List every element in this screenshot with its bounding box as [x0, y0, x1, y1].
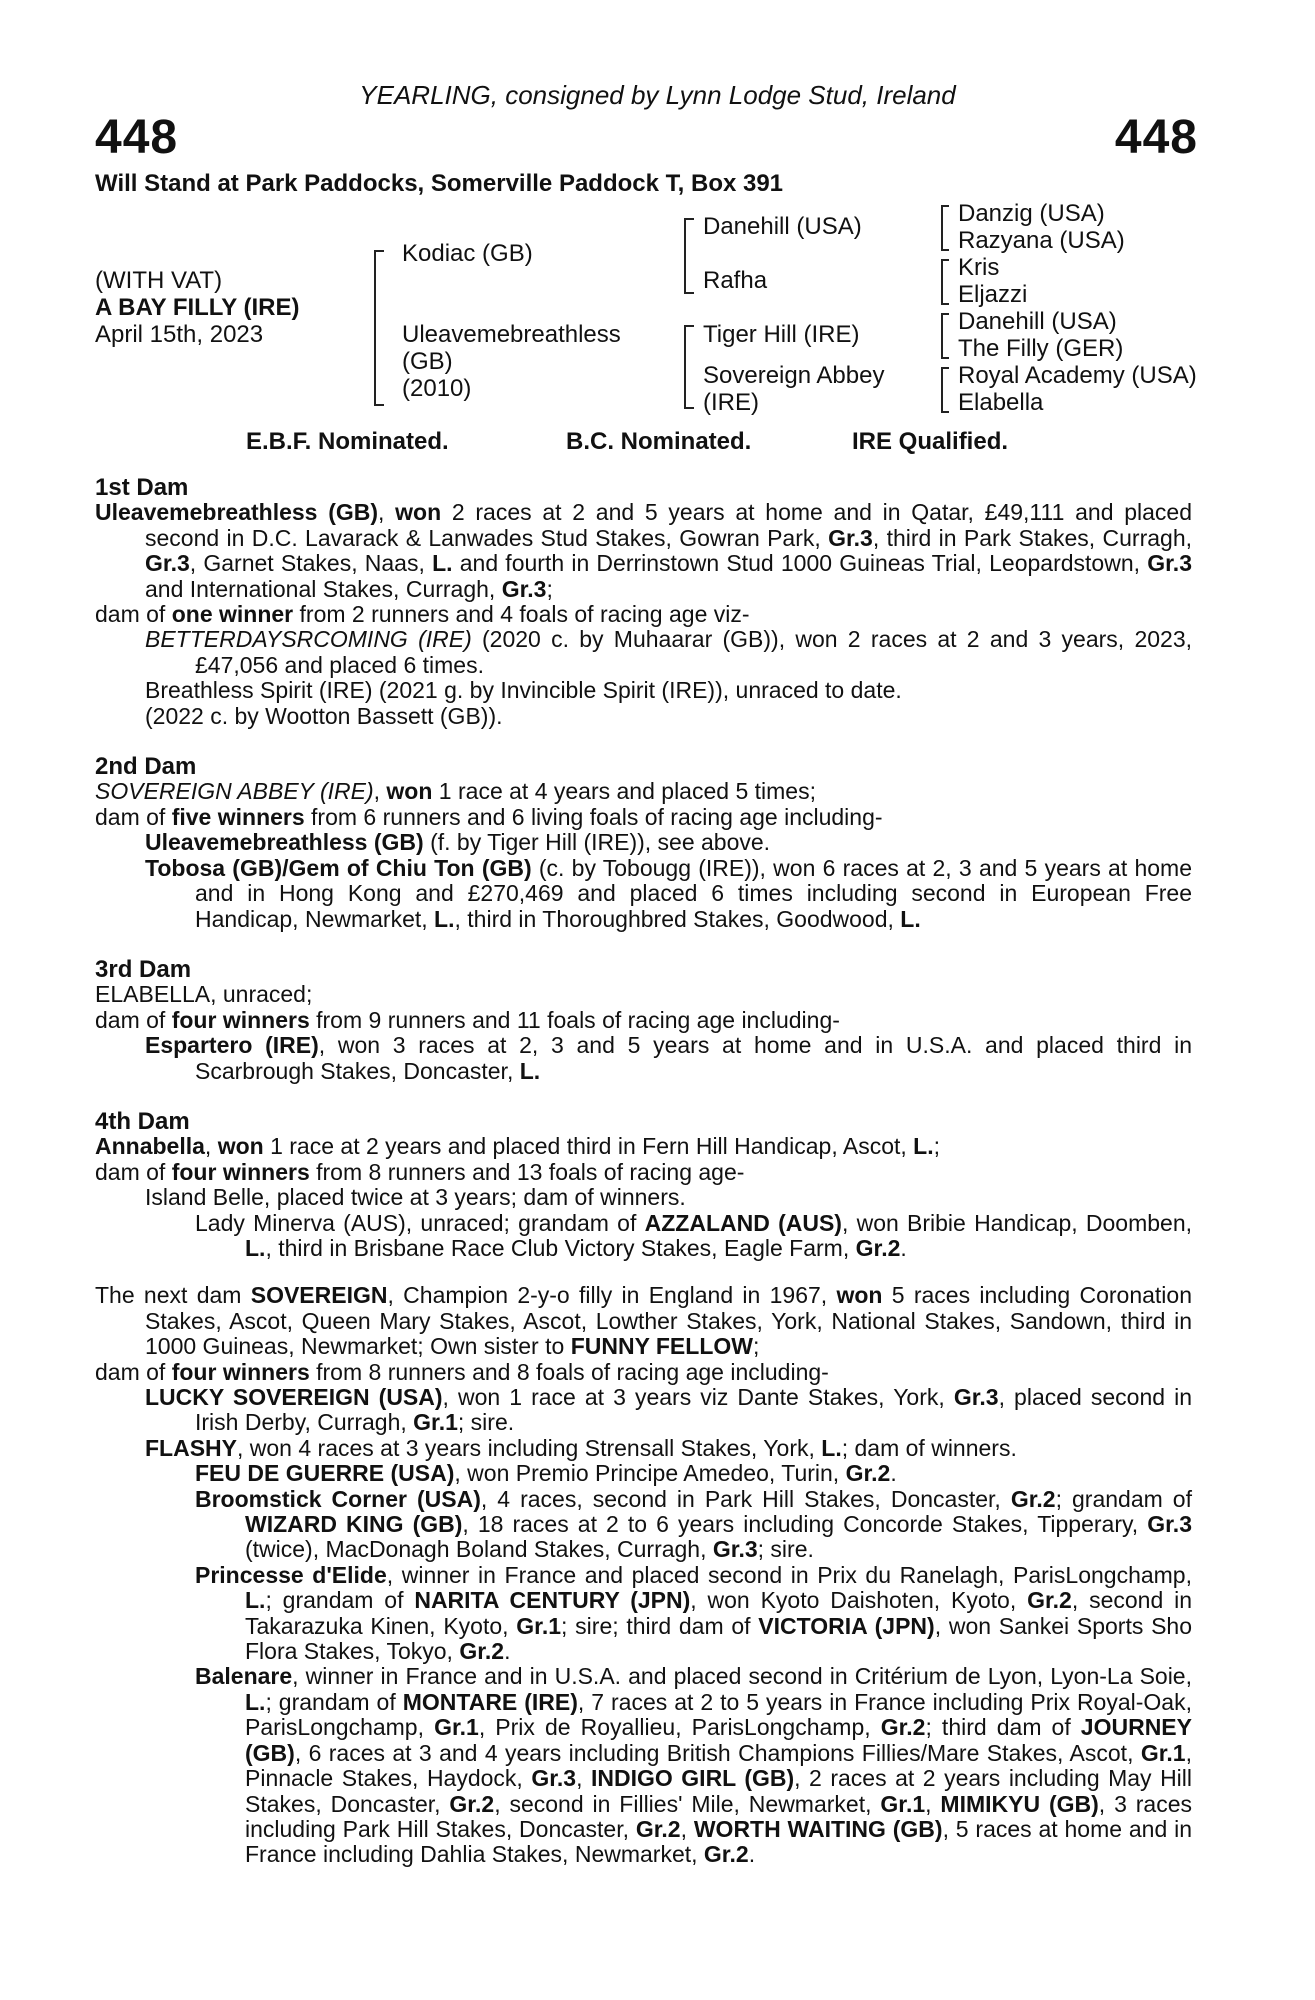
first-dam-heading: 1st Dam — [95, 474, 189, 501]
flashy-foal-balenare: Balenare, winner in France and in U.S.A. and placed second in Critérium de Lyon, Lyon-La Soie, L.; grandam of MONTARE (IRE), 7 races at 2 to 5 years in France including Prix Royal-Oak, ParisLongchamp, Gr.1, Prix de Royallieu, ParisLongchamp, Gr.2; third dam of JOURNEY (GB), 6 races at 3 and 4 years including British Champions Fillies/Mare Stakes, Ascot, Gr.1, Pinnacle Stakes, Haydock, Gr.3, INDIGO GIRL (GB), 2 races at 2 years including May Hill Stakes, Doncaster, Gr.2, second in Fillies' Mile, Newmarket, Gr.1, MIMIKYU (GB), 3 races including Park Hill Stakes, Doncaster, Gr.2, WORTH WAITING (GB), 5 races at home and in France including Dahlia Stakes, Newmarket, Gr.2. — [195, 1663, 1193, 1868]
next-dam-foal-lucky-sovereign: LUCKY SOVEREIGN (USA), won 1 race at 3 years viz Dante Stakes, York, Gr.3, placed second in Irish Derby, Curragh, Gr.1; sire. — [145, 1384, 1193, 1436]
dam-name-line1: Uleavemebreathless — [402, 321, 621, 348]
second-dam-heading: 2nd Dam — [95, 753, 197, 781]
sire-sire-sire: Danzig (USA) — [958, 200, 1105, 227]
ire-qualification: IRE Qualified. — [852, 428, 1009, 455]
flashy-foal-broomstick-corner: Broomstick Corner (USA), 4 races, second in Park Hill Stakes, Doncaster, Gr.2; grandam of WIZARD KING (GB), 18 races at 2 to 6 years including Concorde Stakes, Tipperary, Gr.3 (twice), MacDonagh Boland Stakes, Curragh, Gr.3; sire. — [195, 1485, 1192, 1563]
sire-dam-dam: Eljazzi — [958, 281, 1028, 308]
next-dam-produce-summary: dam of four winners from 8 runners and 8 foals of racing age including- — [95, 1358, 829, 1385]
dam-dam-line1: Sovereign Abbey — [703, 362, 885, 389]
first-dam-produce-summary: dam of one winner from 2 runners and 4 foals of racing age viz- — [95, 601, 750, 628]
lot-number-right: 448 — [1114, 111, 1198, 164]
first-dam-foal-2: Breathless Spirit (IRE) (2021 g. by Invincible Spirit (IRE)), unraced to date. — [145, 677, 902, 704]
next-dam-foal-flashy: FLASHY, won 4 races at 3 years including Strensall Stakes, York, L.; dam of winners. — [145, 1434, 1017, 1461]
fourth-dam-foal-1: Island Belle, placed twice at 3 years; dam of winners. — [145, 1184, 686, 1211]
third-dam-foal-1: Espartero (IRE), won 3 races at 2, 3 and 5 years at home and in U.S.A. and placed third in Scarbrough Stakes, Doncaster, L. — [145, 1032, 1192, 1084]
flashy-foal-princesse-delide: Princesse d'Elide, winner in France and placed second in Prix du Ranelagh, ParisLongchamp, L.; grandam of NARITA CENTURY (JPN), won Kyoto Daishoten, Kyoto, Gr.2, second in Takarazuka Kinen, Kyoto, Gr.1; sire; third dam of VICTORIA (JPN), won Sankei Sports Sho Flora Stakes, Tokyo, Gr.2. — [195, 1561, 1192, 1665]
dam-dam-dam: Elabella — [958, 389, 1044, 416]
pedigree-brace-main — [374, 250, 384, 406]
first-dam-name: Uleavemebreathless (GB) — [95, 499, 379, 526]
sire-dam-sire: Kris — [958, 254, 1000, 281]
flashy-foal-feu-de-guerre: FEU DE GUERRE (USA), won Premio Principe Amedeo, Turin, Gr.2. — [195, 1460, 897, 1487]
fourth-dam-record: Annabella, won 1 race at 2 years and placed third in Fern Hill Handicap, Ascot, L.; — [95, 1133, 940, 1160]
third-dam-record: ELABELLA, unraced; — [95, 981, 313, 1008]
dam-sire-dam: The Filly (GER) — [958, 335, 1124, 362]
sire-sire: Danehill (USA) — [703, 213, 862, 240]
horse-name: A BAY FILLY (IRE) — [95, 294, 300, 321]
dam-dam-sire: Royal Academy (USA) — [958, 362, 1197, 389]
first-dam-foal-3: (2022 c. by Wootton Bassett (GB)). — [145, 702, 503, 729]
first-dam-foal-1: BETTERDAYSRCOMING (IRE) (2020 c. by Muhaarar (GB)), won 2 races at 2 and 3 years, 2023, £47,056 and placed 6 times. — [145, 626, 1192, 678]
dam-name-line2: (GB) — [402, 348, 453, 375]
second-dam-foal-2: Tobosa (GB)/Gem of Chiu Ton (GB) (c. by Tobougg (IRE)), won 6 races at 2, 3 and 5 years at home and in Hong Kong and £270,469 and placed 6 times including second in European Free Handicap, Newmarket, L., third in Thoroughbred Stakes, Goodwood, L. — [145, 854, 1192, 932]
third-dam-produce-summary: dam of four winners from 9 runners and 11 foals of racing age including- — [95, 1006, 840, 1033]
pedigree-brace-ss — [941, 205, 949, 251]
fourth-dam-produce-summary: dam of four winners from 8 runners and 13 foals of racing age- — [95, 1158, 745, 1185]
pedigree-brace-sd — [941, 259, 949, 305]
dam-sire: Tiger Hill (IRE) — [703, 321, 860, 348]
stable-location: Will Stand at Park Paddocks, Somerville Paddock T, Box 391 — [95, 170, 784, 197]
pedigree-brace-dd — [941, 367, 949, 413]
sire-sire-dam: Razyana (USA) — [958, 227, 1125, 254]
first-dam-record: Uleavemebreathless (GB), won 2 races at 2 and 5 years at home and in Qatar, £49,111 and placed second in D.C. Lavarack & Lanwades Stud Stakes, Gowran Park, Gr.3, third in Park Stakes, Curragh, Gr.3, Garnet Stakes, Naas, L. and fourth in Derrinstown Stud 1000 Guineas Trial, Leopardstown, Gr.3 and International Stakes, Curragh, Gr.3; — [95, 499, 1193, 602]
dam-produce-record — [95, 475, 1192, 1868]
next-dam-record: The next dam SOVEREIGN, Champion 2-y-o filly in England in 1967, won 5 races including Coronation Stakes, Ascot, Queen Mary Stakes, Ascot, Lowther Stakes, York, National Stakes, Sandown, third in 1000 Guineas, Newmarket; Own sister to FUNNY FELLOW; — [95, 1282, 1192, 1360]
vat-note: (WITH VAT) — [95, 267, 223, 294]
dam-foaled-year: (2010) — [402, 375, 472, 402]
dam-sire-sire: Danehill (USA) — [958, 308, 1117, 335]
ebf-nomination: E.B.F. Nominated. — [246, 428, 449, 455]
pedigree-brace-dam — [684, 325, 694, 409]
bc-nomination: B.C. Nominated. — [566, 428, 752, 455]
pedigree-brace-ds — [941, 313, 949, 359]
foaling-date: April 15th, 2023 — [95, 321, 264, 348]
consignor-header: YEARLING, consigned by Lynn Lodge Stud, Ireland — [359, 80, 956, 110]
second-dam-produce-summary: dam of five winners from 6 runners and 6 living foals of racing age including- — [95, 803, 883, 830]
pedigree-brace-sire — [684, 218, 694, 294]
fourth-dam-foal-2: Lady Minerva (AUS), unraced; grandam of AZZALAND (AUS), won Bribie Handicap, Doomben, L., third in Brisbane Race Club Victory Stakes, Eagle Farm, Gr.2. — [195, 1209, 1193, 1261]
won-label: won — [395, 499, 442, 526]
third-dam-heading: 3rd Dam — [95, 955, 192, 983]
second-dam-record: SOVEREIGN ABBEY (IRE), won 1 race at 4 years and placed 5 times; — [95, 778, 816, 805]
sire-dam: Rafha — [703, 267, 768, 294]
dam-dam-line2: (IRE) — [703, 389, 759, 416]
second-dam-foal-1: Uleavemebreathless (GB) (f. by Tiger Hill (IRE)), see above. — [145, 829, 771, 856]
lot-number-left: 448 — [95, 111, 179, 164]
fourth-dam-heading: 4th Dam — [95, 1107, 190, 1135]
sire-name: Kodiac (GB) — [402, 240, 533, 267]
